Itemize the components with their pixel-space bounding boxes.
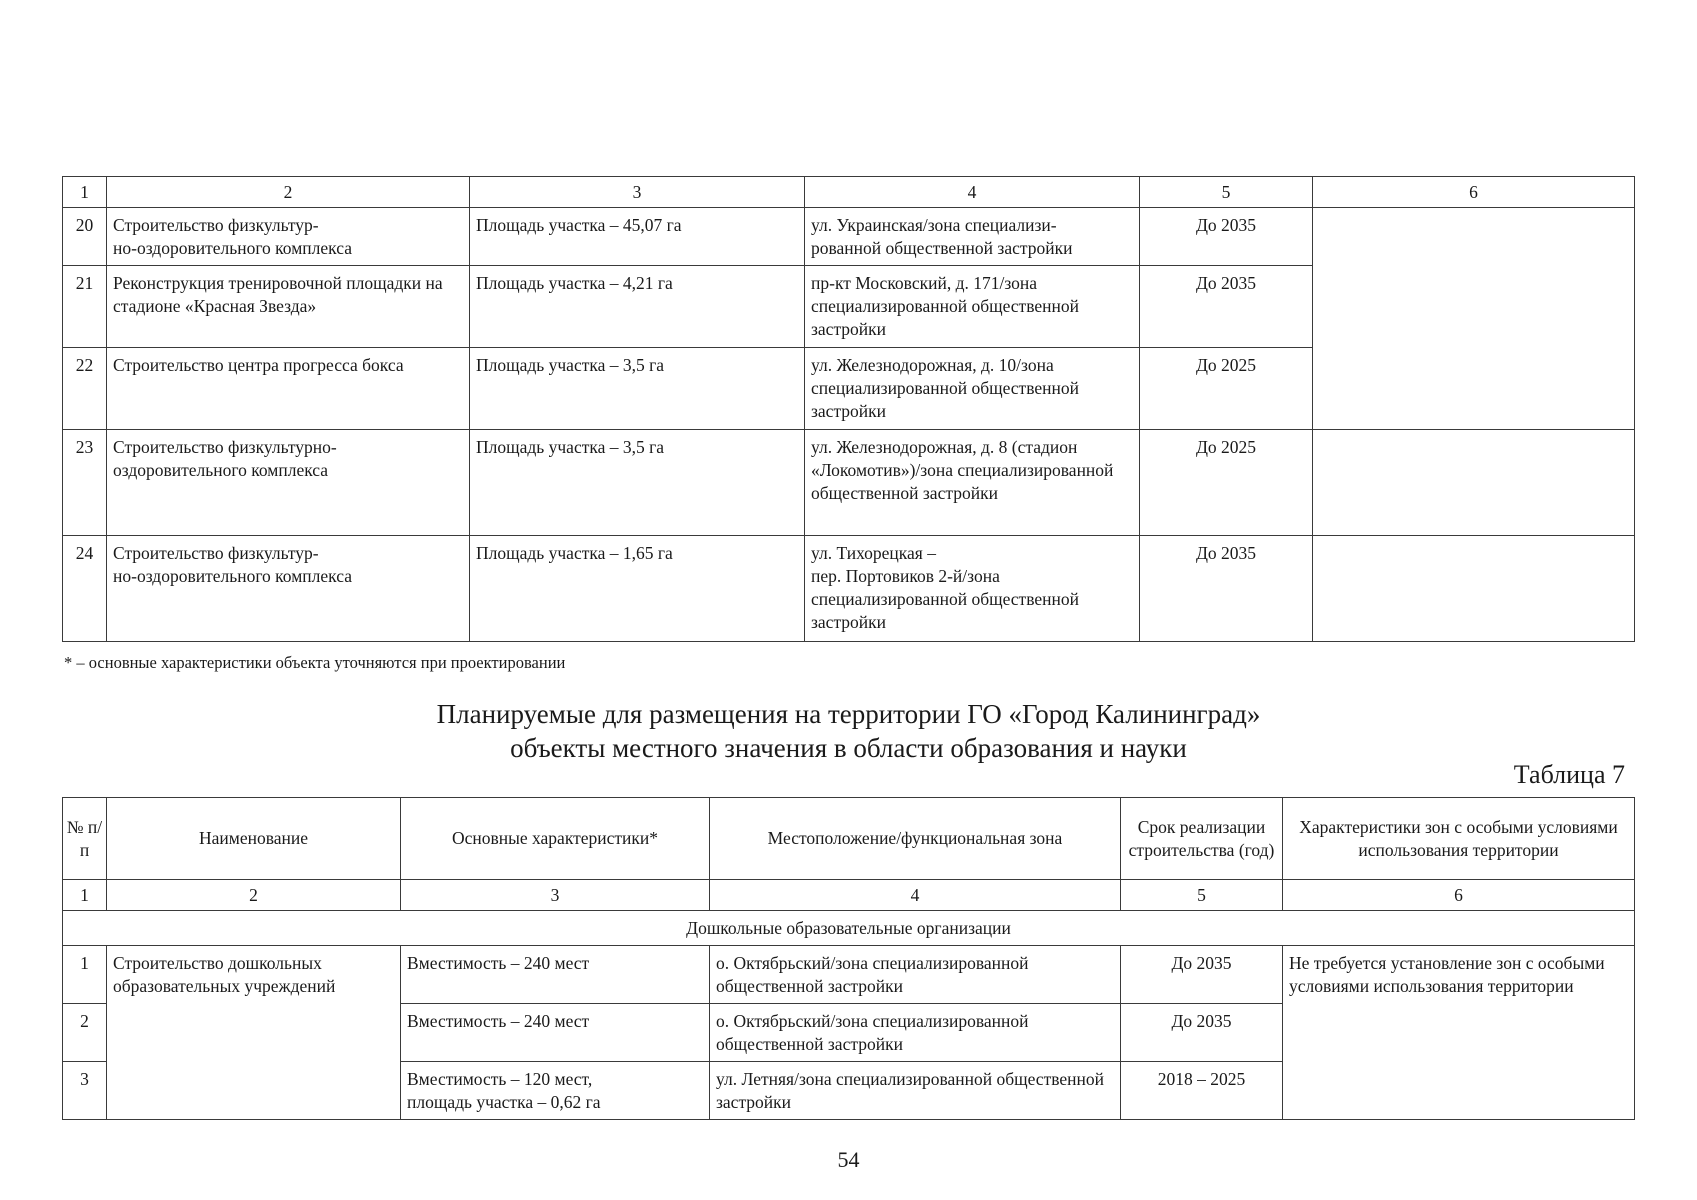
object-location: ул. Железнодорожная, д. 8 (стадион «Локомотив»)/зона специализированной общественной застройки	[805, 430, 1140, 536]
row-number: 21	[63, 266, 107, 348]
header-number: № п/п	[63, 798, 107, 880]
col-number: 5	[1140, 177, 1313, 208]
object-location: ул. Тихорецкая – пер. Портовиков 2-й/зона специализированной общественной застройки	[805, 536, 1140, 642]
sports-objects-table	[62, 176, 1635, 642]
row-number: 3	[63, 1062, 107, 1120]
object-characteristics: Площадь участка – 1,65 га	[470, 536, 805, 642]
section-title-line-1: Планируемые для размещения на территории ГО «Город Калининград»	[436, 699, 1261, 729]
education-objects-table	[62, 797, 1635, 1120]
object-characteristics: Площадь участка – 3,5 га	[470, 348, 805, 430]
col-number: 6	[1283, 880, 1635, 911]
column-number-row	[63, 880, 1635, 911]
object-characteristics: Вместимость – 120 мест, площадь участка – 0,62 га	[401, 1062, 710, 1120]
object-term: До 2035	[1140, 208, 1313, 266]
row-number: 24	[63, 536, 107, 642]
col-number: 1	[63, 880, 107, 911]
object-characteristics: Площадь участка – 45,07 га	[470, 208, 805, 266]
row-number: 22	[63, 348, 107, 430]
row-number: 2	[63, 1004, 107, 1062]
object-characteristics: Вместимость – 240 мест	[401, 1004, 710, 1062]
object-characteristics: Площадь участка – 4,21 га	[470, 266, 805, 348]
table-row	[63, 946, 1635, 1004]
object-term: До 2035	[1140, 536, 1313, 642]
header-location: Местоположение/функциональная зона	[710, 798, 1121, 880]
section-title-line-2: объекты местного значения в области образования и науки	[510, 733, 1187, 763]
col-number: 5	[1121, 880, 1283, 911]
col-number: 2	[107, 177, 470, 208]
header-name: Наименование	[107, 798, 401, 880]
object-term: До 2035	[1121, 946, 1283, 1004]
row-number: 20	[63, 208, 107, 266]
row-number: 23	[63, 430, 107, 536]
zones-cell: Не требуется установление зон с особыми условиями использования территории	[1283, 946, 1635, 1120]
object-name: Строительство центра прогресса бокса	[107, 348, 470, 430]
object-location: ул. Железнодорожная, д. 10/зона специализированной общественной застройки	[805, 348, 1140, 430]
row-number: 1	[63, 946, 107, 1004]
object-term: До 2035	[1121, 1004, 1283, 1062]
zones-cell	[1313, 430, 1635, 536]
col-number: 2	[107, 880, 401, 911]
table-row	[63, 430, 1635, 536]
footnote: * – основные характеристики объекта уточняются при проектировании	[64, 653, 566, 672]
object-term: 2018 – 2025	[1121, 1062, 1283, 1120]
table-label: Таблица 7	[1513, 760, 1625, 789]
object-location: пр-кт Московский, д. 171/зона специализированной общественной застройки	[805, 266, 1140, 348]
header-term: Срок реализации строительства (год)	[1121, 798, 1283, 880]
object-location: ул. Летняя/зона специализированной общественной застройки	[710, 1062, 1121, 1120]
object-location: о. Октябрьский/зона специализированной общественной застройки	[710, 946, 1121, 1004]
section-row	[63, 911, 1635, 946]
table-row	[63, 208, 1635, 266]
object-name: Реконструкция тренировочной площадки на стадионе «Красная Звезда»	[107, 266, 470, 348]
object-name: Строительство физкультур- но-оздоровительного комплекса	[107, 208, 470, 266]
object-name: Строительство дошкольных образовательных учреждений	[107, 946, 401, 1120]
object-characteristics: Площадь участка – 3,5 га	[470, 430, 805, 536]
header-characteristics: Основные характеристики*	[401, 798, 710, 880]
object-name: Строительство физкультур- но-оздоровительного комплекса	[107, 536, 470, 642]
col-number: 4	[710, 880, 1121, 911]
page-number: 54	[837, 1147, 860, 1172]
section-label: Дошкольные образовательные организации	[63, 911, 1635, 946]
col-number: 4	[805, 177, 1140, 208]
header-row	[63, 798, 1635, 880]
table-row	[63, 536, 1635, 642]
object-name: Строительство физкультурно-оздоровительного комплекса	[107, 430, 470, 536]
column-number-row	[63, 177, 1635, 208]
object-characteristics: Вместимость – 240 мест	[401, 946, 710, 1004]
header-zones: Характеристики зон с особыми условиями использования территории	[1283, 798, 1635, 880]
col-number: 3	[470, 177, 805, 208]
object-term: До 2025	[1140, 430, 1313, 536]
object-location: о. Октябрьский/зона специализированной общественной застройки	[710, 1004, 1121, 1062]
zones-cell	[1313, 536, 1635, 642]
object-term: До 2035	[1140, 266, 1313, 348]
col-number: 3	[401, 880, 710, 911]
zones-cell	[1313, 208, 1635, 430]
col-number: 6	[1313, 177, 1635, 208]
col-number: 1	[63, 177, 107, 208]
object-location: ул. Украинская/зона специализи- рованной общественной застройки	[805, 208, 1140, 266]
object-term: До 2025	[1140, 348, 1313, 430]
